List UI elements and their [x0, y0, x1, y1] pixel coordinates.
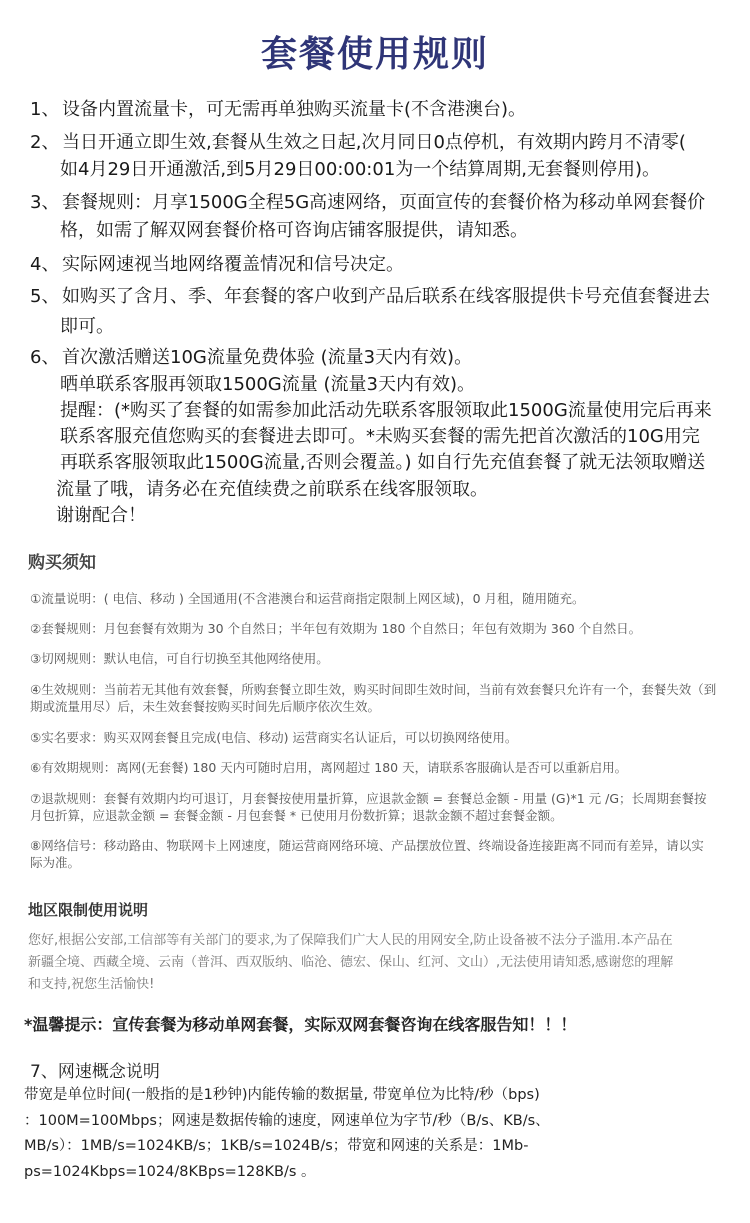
rule-text: 格，如需了解双网套餐价格可咨询店铺客服提供，请知悉。 [60, 220, 528, 241]
purchase-item: 期或流量用尽）后，未生效套餐按购买时间先后顺序依次生效。 [30, 699, 381, 714]
purchase-item: ①流量说明：( 电信、移动 ) 全国通用(不含港澳台和运营商指定限制上网区域)，0 月租，随用随充。 [30, 591, 585, 606]
rule-text: 套餐规则：月享1500G全程5G高速网络，页面宣传的套餐价格为移动单网套餐价 [62, 192, 706, 213]
purchase-item: 际为准。 [30, 855, 81, 870]
purchase-item: 月包折算，应退款金额 = 套餐金额 - 月包套餐 * 已使用月份数折算；退款金额不超过套餐金额。 [30, 808, 563, 823]
speed-heading: 7、网速概念说明 [30, 1062, 160, 1082]
page-title: 套餐使用规则 [260, 34, 489, 75]
rule-text: 首次激活赠送10G流量免费体验 (流量3天内有效)。 [62, 347, 473, 368]
rule-number: 5、 [30, 286, 60, 307]
speed-text: ps=1024Kbps=1024/8KBps=128KB/s 。 [24, 1164, 316, 1180]
purchase-heading: 购买须知 [28, 553, 96, 573]
rule-text: 流量了哦，请务必在充值续费之前联系在线客服领取。 [56, 479, 488, 500]
rule-text: 晒单联系客服再领取1500G流量 (流量3天内有效)。 [60, 374, 475, 395]
rule-text: 联系客服充值您购买的套餐进去即可。*未购买套餐的需先把首次激活的10G用完 [60, 426, 700, 447]
purchase-item: ③切网规则：默认电信，可自行切换至其他网络使用。 [30, 651, 329, 666]
region-text: 新疆全境、西藏全境、云南（普洱、西双版纳、临沧、德宏、保山、红河、文山）,无法使用请知悉,感谢您的理解 [28, 955, 674, 970]
rule-number: 2、 [30, 132, 60, 153]
rule-text: 即可。 [60, 316, 114, 337]
purchase-item: ②套餐规则：月包套餐有效期为 30 个自然日；半年包有效期为 180 个自然日；年包有效期为 360 个自然日。 [30, 621, 642, 636]
rule-text: 当日开通立即生效,套餐从生效之日起,次月同日0点停机，有效期内跨月不清零( [62, 132, 686, 153]
region-heading: 地区限制使用说明 [28, 901, 149, 919]
rule-number: 4、 [30, 254, 60, 275]
rule-text: 再联系客服领取此1500G流量,否则会覆盖。) 如自行先充值套餐了就无法领取赠送 [60, 452, 706, 473]
rule-text: 提醒：(*购买了套餐的如需参加此活动先联系客服领取此1500G流量使用完后再来 [60, 400, 712, 421]
purchase-item: ⑦退款规则：套餐有效期内均可退订，月套餐按使用量折算，应退款金额 = 套餐总金额 - 用量 (G)*1 元 /G；长周期套餐按 [30, 791, 707, 806]
purchase-item: ⑤实名要求：购买双网套餐且完成(电信、移动) 运营商实名认证后，可以切换网络使用。 [30, 730, 518, 745]
rule-text: 如购买了含月、季、年套餐的客户收到产品后联系在线客服提供卡号充值套餐进去 [62, 286, 710, 307]
speed-text: MB/s）：1MB/s=1024KB/s；1KB/s=1024B/s；带宽和网速的关系是：1Mb- [24, 1138, 529, 1154]
rule-number: 3、 [30, 192, 60, 213]
purchase-item: ⑥有效期规则：离网(无套餐) 180 天内可随时启用，离网超过 180 天，请联系客服确认是否可以重新启用。 [30, 760, 628, 775]
rule-text: 如4月29日开通激活,到5月29日00:00:01为一个结算周期,无套餐则停用)。 [60, 159, 661, 180]
rule-number: 6、 [30, 347, 60, 368]
warm-tip: *温馨提示：宣传套餐为移动单网套餐，实际双网套餐咨询在线客服告知！！！ [24, 1015, 577, 1034]
region-text: 和支持,祝您生活愉快! [28, 977, 155, 992]
region-text: 您好,根据公安部,工信部等有关部门的要求,为了保障我们广大人民的用网安全,防止设备被不法分子滥用.本产品在 [28, 933, 673, 948]
speed-text: 带宽是单位时间(一般指的是1秒钟)内能传输的数据量, 带宽单位为比特/秒（bps) [24, 1087, 540, 1103]
rule-number: 1、 [30, 99, 60, 120]
rule-text: 实际网速视当地网络覆盖情况和信号决定。 [62, 254, 404, 275]
rule-text: 谢谢配合！ [56, 505, 146, 526]
speed-text: ：100M=100Mbps；网速是数据传输的速度，网速单位为字节/秒（B/s、KB/s、 [24, 1113, 550, 1129]
rule-text: 设备内置流量卡，可无需再单独购买流量卡(不含港澳台)。 [62, 99, 527, 120]
purchase-item: ⑧网络信号：移动路由、物联网卡上网速度，随运营商网络环境、产品摆放位置、终端设备连接距离不同而有差异，请以实 [30, 838, 704, 853]
purchase-item: ④生效规则：当前若无其他有效套餐，所购套餐立即生效，购买时间即生效时间，当前有效套餐只允许有一个，套餐失效（到 [30, 682, 717, 697]
